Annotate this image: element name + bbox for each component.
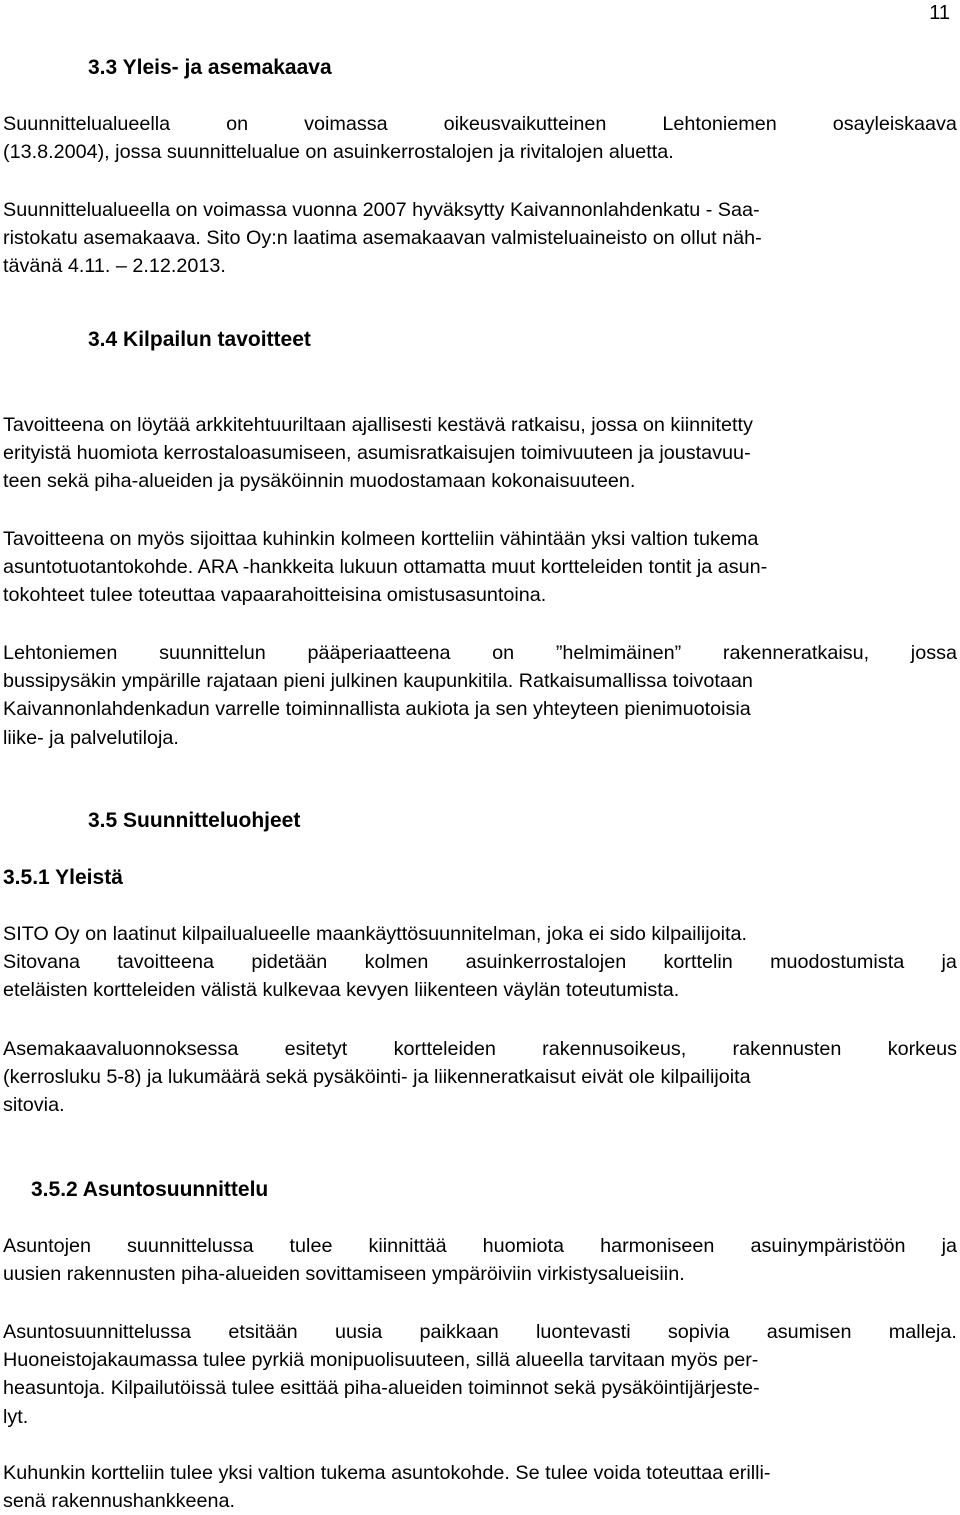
text-line: sitovia.: [3, 1094, 65, 1117]
paragraph-3-4-1: [3, 411, 957, 496]
text-line: Kaivannonlahdenkadun varrelle toiminnallista aukiota ja sen yhteyteen pienimuotoisia: [3, 698, 751, 721]
word: kortteleiden: [393, 1038, 496, 1060]
word: suunnittelun: [159, 642, 266, 664]
text-line: bussipysäkin ympärille rajataan pieni julkinen kaupunkitila. Ratkaisumallissa toivotaan: [3, 670, 753, 693]
word: paikkaan: [419, 1321, 499, 1343]
text-line: senä rakennushankkeena.: [3, 1490, 236, 1513]
section-heading-3-4: 3.4 Kilpailun tavoitteet: [88, 328, 311, 351]
text-line: lyt.: [3, 1405, 29, 1428]
text-line: [3, 1035, 957, 1063]
word: esitetyt: [284, 1038, 348, 1060]
paragraph-3-3-1: [3, 110, 957, 166]
word: kolmen: [364, 951, 429, 974]
text-line: uusien rakennusten piha-alueiden sovittamiseen ympäröiviin virkistysalueisiin.: [3, 1263, 685, 1286]
text-line: Kuhunkin kortteliin tulee yksi valtion tukema asuntokohde. Se tulee voida toteuttaa erilli-: [3, 1462, 771, 1484]
word: kiinnittää: [368, 1235, 447, 1257]
word: malleja.: [888, 1321, 957, 1343]
text-line: tävänä 4.11. – 2.12.2013.: [3, 255, 226, 278]
word: uusia: [334, 1321, 383, 1343]
word: osayleiskaava: [832, 113, 957, 135]
text-line: erityistä huomiota kerrostaloasumiseen, asumisratkaisujen toimivuuteen ja joustavuu-: [3, 442, 751, 465]
text-line: Tavoitteena on myös sijoittaa kuhinkin kolmeen kortteliin vähintään yksi valtion tukema: [3, 528, 759, 550]
page-number: 11: [929, 2, 950, 24]
word: asuinkerrostalojen: [465, 951, 627, 974]
paragraph-3-3-2: [3, 196, 957, 281]
word: Lehtoniemen: [662, 113, 777, 135]
text-line: SITO Oy on laatinut kilpailualueelle maankäyttösuunnitelman, joka ei sido kilpailijoita.: [3, 923, 748, 945]
word: Asuntosuunnittelussa: [3, 1321, 192, 1343]
text-line: eteläisten kortteleiden välistä kulkevaa kevyen liikenteen väylän toteutumista.: [3, 979, 680, 1002]
section-heading-3-5-2: 3.5.2 Asuntosuunnittelu: [31, 1178, 269, 1201]
text-line: [3, 110, 957, 138]
word: pidetään: [251, 951, 328, 974]
word: rakenneratkaisu,: [722, 642, 870, 664]
word: harmoniseen: [600, 1235, 715, 1257]
word: tavoitteena: [117, 951, 215, 974]
word: luontevasti: [536, 1321, 631, 1343]
word: sopivia: [667, 1321, 730, 1343]
word: Asemakaavaluonnoksessa: [3, 1038, 239, 1060]
text-line: tokohteet tulee toteuttaa vapaarahoitteisina omistusasuntoina.: [3, 584, 547, 607]
word: voimassa: [304, 113, 388, 135]
paragraph-3-5-2-1: [3, 1232, 957, 1288]
paragraph-3-5-1-2: [3, 1035, 957, 1120]
word: oikeusvaikutteinen: [443, 113, 607, 135]
paragraph-3-4-3: [3, 639, 957, 752]
text-line: (13.8.2004), jossa suunnittelualue on asuinkerrostalojen ja rivitalojen aluetta.: [3, 141, 674, 164]
word: etsitään: [228, 1321, 298, 1343]
word: suunnittelussa: [127, 1235, 254, 1257]
text-line: Huoneistojakaumassa tulee pyrkiä monipuolisuuteen, sillä alueella tarvitaan myös per-: [3, 1349, 759, 1372]
word: muodostumista: [770, 951, 905, 974]
word: pääperiaatteena: [307, 642, 451, 664]
text-line: (kerrosluku 5-8) ja lukumäärä sekä pysäköinti- ja liikenneratkaisut eivät ole kilpailijoita: [3, 1066, 751, 1089]
paragraph-3-5-2-3: [3, 1459, 957, 1515]
text-line: heasuntoja. Kilpailutöissä tulee esittää piha-alueiden toiminnot sekä pysäköintijärjeste-: [3, 1377, 760, 1400]
paragraph-3-5-2-2: [3, 1318, 957, 1431]
text-line: ristokatu asemakaava. Sito Oy:n laatima asemakaavan valmisteluaineisto on ollut näh-: [3, 227, 762, 250]
section-heading-3-5: 3.5 Suunnitteluohjeet: [88, 809, 301, 832]
word: rakennusten: [732, 1038, 842, 1060]
word: rakennusoikeus,: [542, 1038, 687, 1060]
text-line: [3, 948, 957, 976]
word: ja: [941, 1235, 957, 1257]
word: on: [492, 642, 515, 664]
word: on: [226, 113, 249, 135]
text-line: [3, 639, 957, 667]
word: ”helmimäinen”: [555, 642, 682, 664]
word: ja: [941, 951, 957, 974]
text-line: Tavoitteena on löytää arkkitehtuuriltaan ajallisesti kestävä ratkaisu, jossa on kiinnitetty: [3, 414, 753, 436]
word: tulee: [289, 1235, 333, 1257]
text-line: teen sekä piha-alueiden ja pysäköinnin muodostamaan kokonaisuuteen.: [3, 470, 636, 493]
word: huomiota: [482, 1235, 565, 1257]
word: korttelin: [663, 951, 733, 974]
section-heading-3-3: 3.3 Yleis- ja asemakaava: [88, 56, 332, 79]
section-heading-3-5-1: 3.5.1 Yleistä: [3, 866, 123, 889]
word: Suunnittelualueella: [3, 113, 171, 135]
paragraph-3-4-2: [3, 525, 957, 610]
word: Sitovana: [3, 951, 80, 974]
text-line: asuntotuotantokohde. ARA -hankkeita lukuun ottamatta muut kortteleiden tontit ja asun-: [3, 556, 768, 579]
paragraph-3-5-1-1: [3, 920, 957, 1005]
text-line: liike- ja palvelutiloja.: [3, 726, 179, 749]
text-line: [3, 1318, 957, 1346]
text-line: Suunnittelualueella on voimassa vuonna 2007 hyväksytty Kaivannonlahdenkatu - Saa-: [3, 199, 760, 221]
word: asuinympäristöön: [750, 1235, 906, 1257]
text-line: [3, 1232, 957, 1260]
word: korkeus: [887, 1038, 957, 1060]
word: asumisen: [766, 1321, 852, 1343]
word: jossa: [910, 642, 957, 664]
word: Asuntojen: [3, 1235, 91, 1257]
word: Lehtoniemen: [3, 642, 118, 664]
